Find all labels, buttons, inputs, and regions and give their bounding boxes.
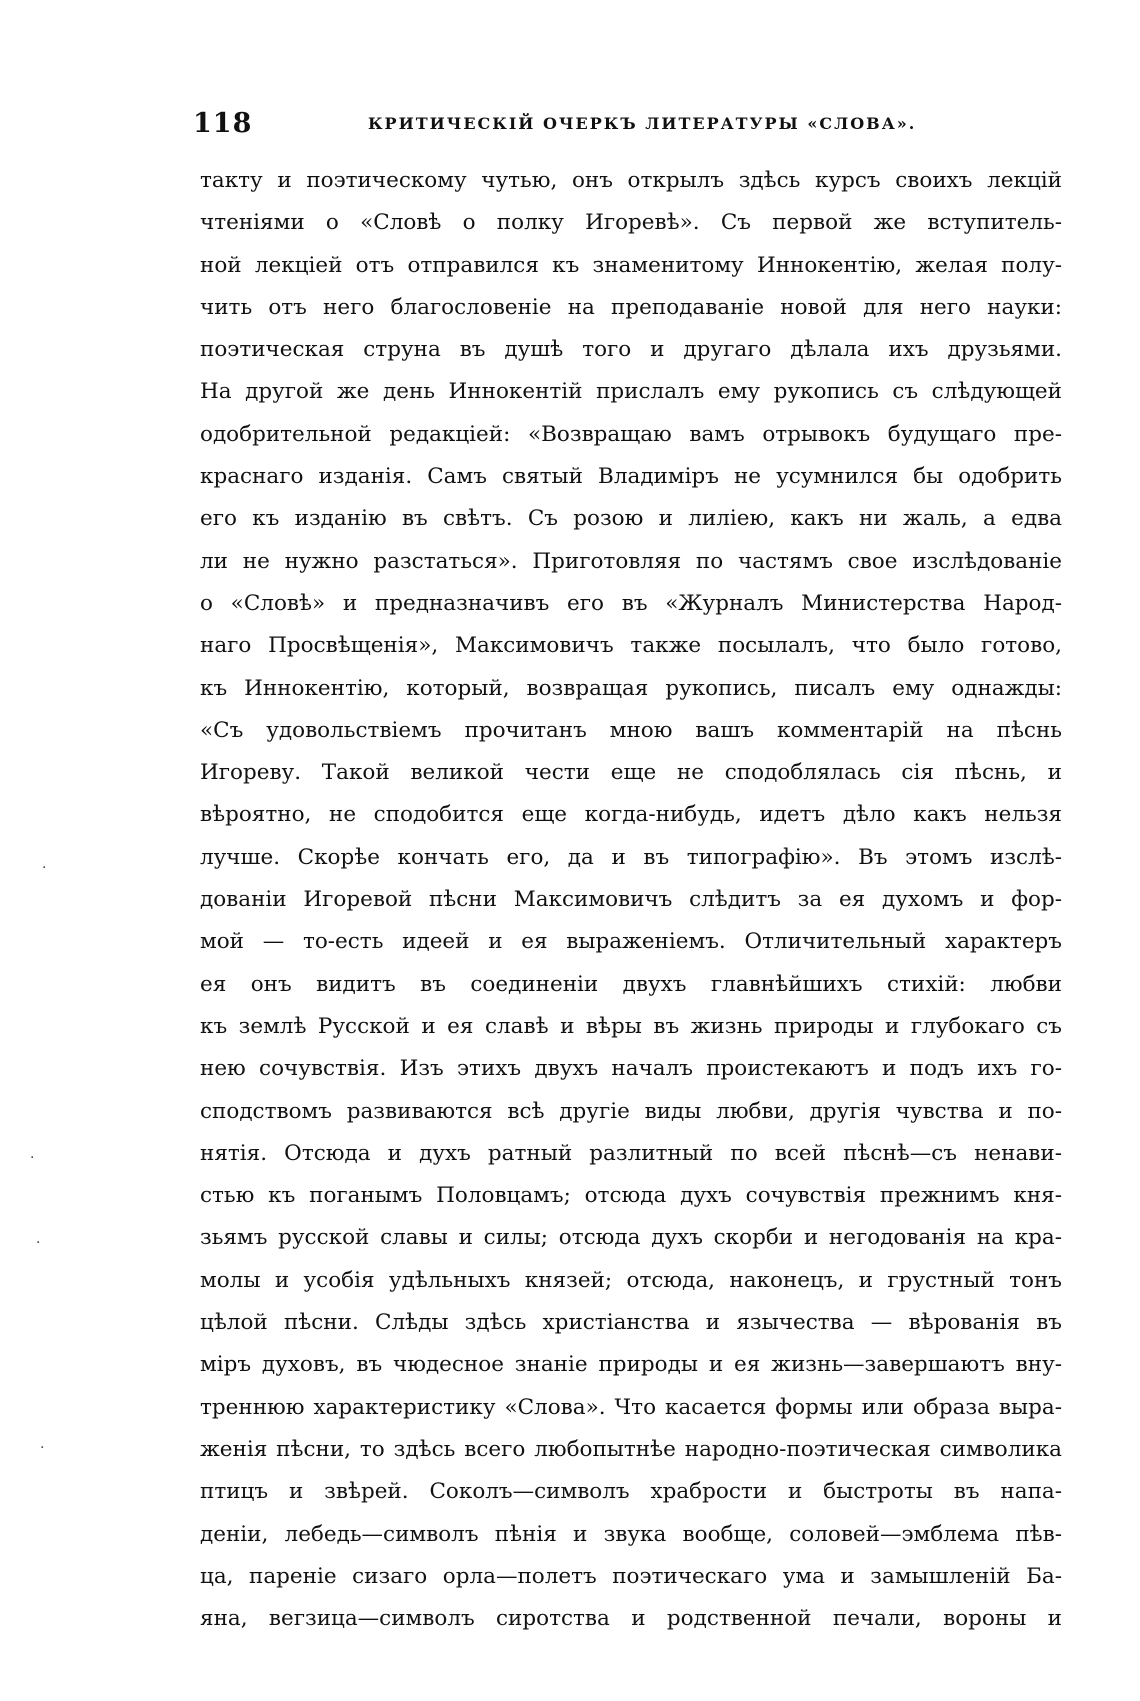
text-line: поэтическая струна въ душѣ того и другаго дѣлала ихъ друзьями. <box>200 337 1062 363</box>
text-line: ца, пареніе сизаго орла—полетъ поэтическаго ума и замышленій Ба- <box>200 1563 1062 1589</box>
text-line: одобрительной редакціей: «Возвращаю вамъ отрывокъ будущаго пре- <box>200 421 1062 447</box>
text-line: молы и усобія удѣльныхъ князей; отсюда, наконецъ, и грустный тонъ <box>200 1267 1062 1293</box>
text-line: краснаго изданія. Самъ святый Владиміръ не усумнился бы одобрить <box>200 464 1062 490</box>
text-line: деніи, лебедь—символъ пѣнія и звука вообще, соловей—эмблема пѣв- <box>200 1521 1062 1547</box>
text-line: нею сочувствія. Изъ этихъ двухъ началъ проистекаютъ и подъ ихъ го- <box>200 1056 1062 1082</box>
text-line: яна, вегзица—символъ сиротства и родственной печали, вороны и <box>200 1606 1062 1632</box>
text-line: дованіи Игоревой пѣсни Максимовичъ слѣдитъ за ея духомъ и фор- <box>200 887 1062 913</box>
text-line: лучше. Скорѣе кончать его, да и въ типографію». Въ этомъ изслѣ- <box>200 844 1062 870</box>
text-line: птицъ и звѣрей. Соколъ—символъ храбрости и быстроты въ напа- <box>200 1479 1062 1505</box>
text-line: нятія. Отсюда и духъ ратный разлитный по всей пѣснѣ—съ ненави- <box>200 1140 1062 1166</box>
text-line: На другой же день Иннокентій прислалъ ему рукопись съ слѣдующей <box>200 379 1062 405</box>
page-number: 118 <box>193 108 253 139</box>
text-line: треннюю характеристику «Слова». Что касается формы или образа выра- <box>200 1394 1062 1420</box>
margin-speck: · <box>30 1150 35 1166</box>
text-line: ли не нужно разстаться». Приготовляя по частямъ свое изслѣдованіе <box>200 548 1062 574</box>
margin-speck: · <box>40 1440 45 1456</box>
text-line: женія пѣсни, то здѣсь всего любопытнѣе народно-поэтическая символика <box>200 1436 1062 1462</box>
page-header <box>193 108 1057 138</box>
text-line: къ Иннокентію, который, возвращая рукопись, писалъ ему однажды: <box>200 675 1062 701</box>
text-line: чтеніями о «Словѣ о полку Игоревѣ». Съ первой же вступитель- <box>200 210 1062 236</box>
text-line: чить отъ него благословеніе на преподаваніе новой для него науки: <box>200 294 1062 320</box>
margin-speck: · <box>42 860 47 876</box>
text-line: мой — то-есть идеей и ея выраженіемъ. Отличительный характеръ <box>200 929 1062 955</box>
text-line: его къ изданію въ свѣтъ. Съ розою и лиліею, какъ ни жаль, а едва <box>200 506 1062 532</box>
text-line: къ землѣ Русской и ея славѣ и вѣры въ жизнь природы и глубокаго съ <box>200 1013 1062 1039</box>
text-line: Игореву. Такой великой чести еще не сподоблялась сія пѣснь, и <box>200 760 1062 786</box>
text-line: цѣлой пѣсни. Слѣды здѣсь христіанства и язычества — вѣрованія въ <box>200 1310 1062 1336</box>
text-line: стью къ поганымъ Половцамъ; отсюда духъ сочувствія прежнимъ кня- <box>200 1183 1062 1209</box>
text-line: ной лекціей отъ отправился къ знаменитому Иннокентію, желая полу- <box>200 252 1062 278</box>
running-head: КРИТИЧЕСКІЙ ОЧЕРКЪ ЛИТЕРАТУРЫ «СЛОВА». <box>368 114 917 133</box>
text-line: такту и поэтическому чутью, онъ открылъ здѣсь курсъ своихъ лекцій <box>200 168 1062 193</box>
text-line: «Съ удовольствіемъ прочитанъ мною вашъ комментарій на пѣснь <box>200 717 1062 743</box>
text-line: зьямъ русской славы и силы; отсюда духъ скорби и негодованія на кра- <box>200 1225 1062 1251</box>
text-line: наго Просвѣщенія», Максимовичъ также посылалъ, что было готово, <box>200 633 1062 659</box>
text-line: ея онъ видитъ въ соединеніи двухъ главнѣйшихъ стихій: любви <box>200 971 1062 997</box>
margin-speck: · <box>36 1235 41 1251</box>
text-line: міръ духовъ, въ чюдесное знаніе природы и ея жизнь—завершаютъ вну- <box>200 1352 1062 1378</box>
body-text <box>200 160 1062 1640</box>
text-line: вѣроятно, не сподобится еще когда-нибудь, идетъ дѣло какъ нельзя <box>200 802 1062 828</box>
text-line: сподствомъ развиваются всѣ другіе виды любви, другія чувства и по- <box>200 1098 1062 1124</box>
text-line: о «Словѣ» и предназначивъ его въ «Журналъ Министерства Народ- <box>200 590 1062 616</box>
